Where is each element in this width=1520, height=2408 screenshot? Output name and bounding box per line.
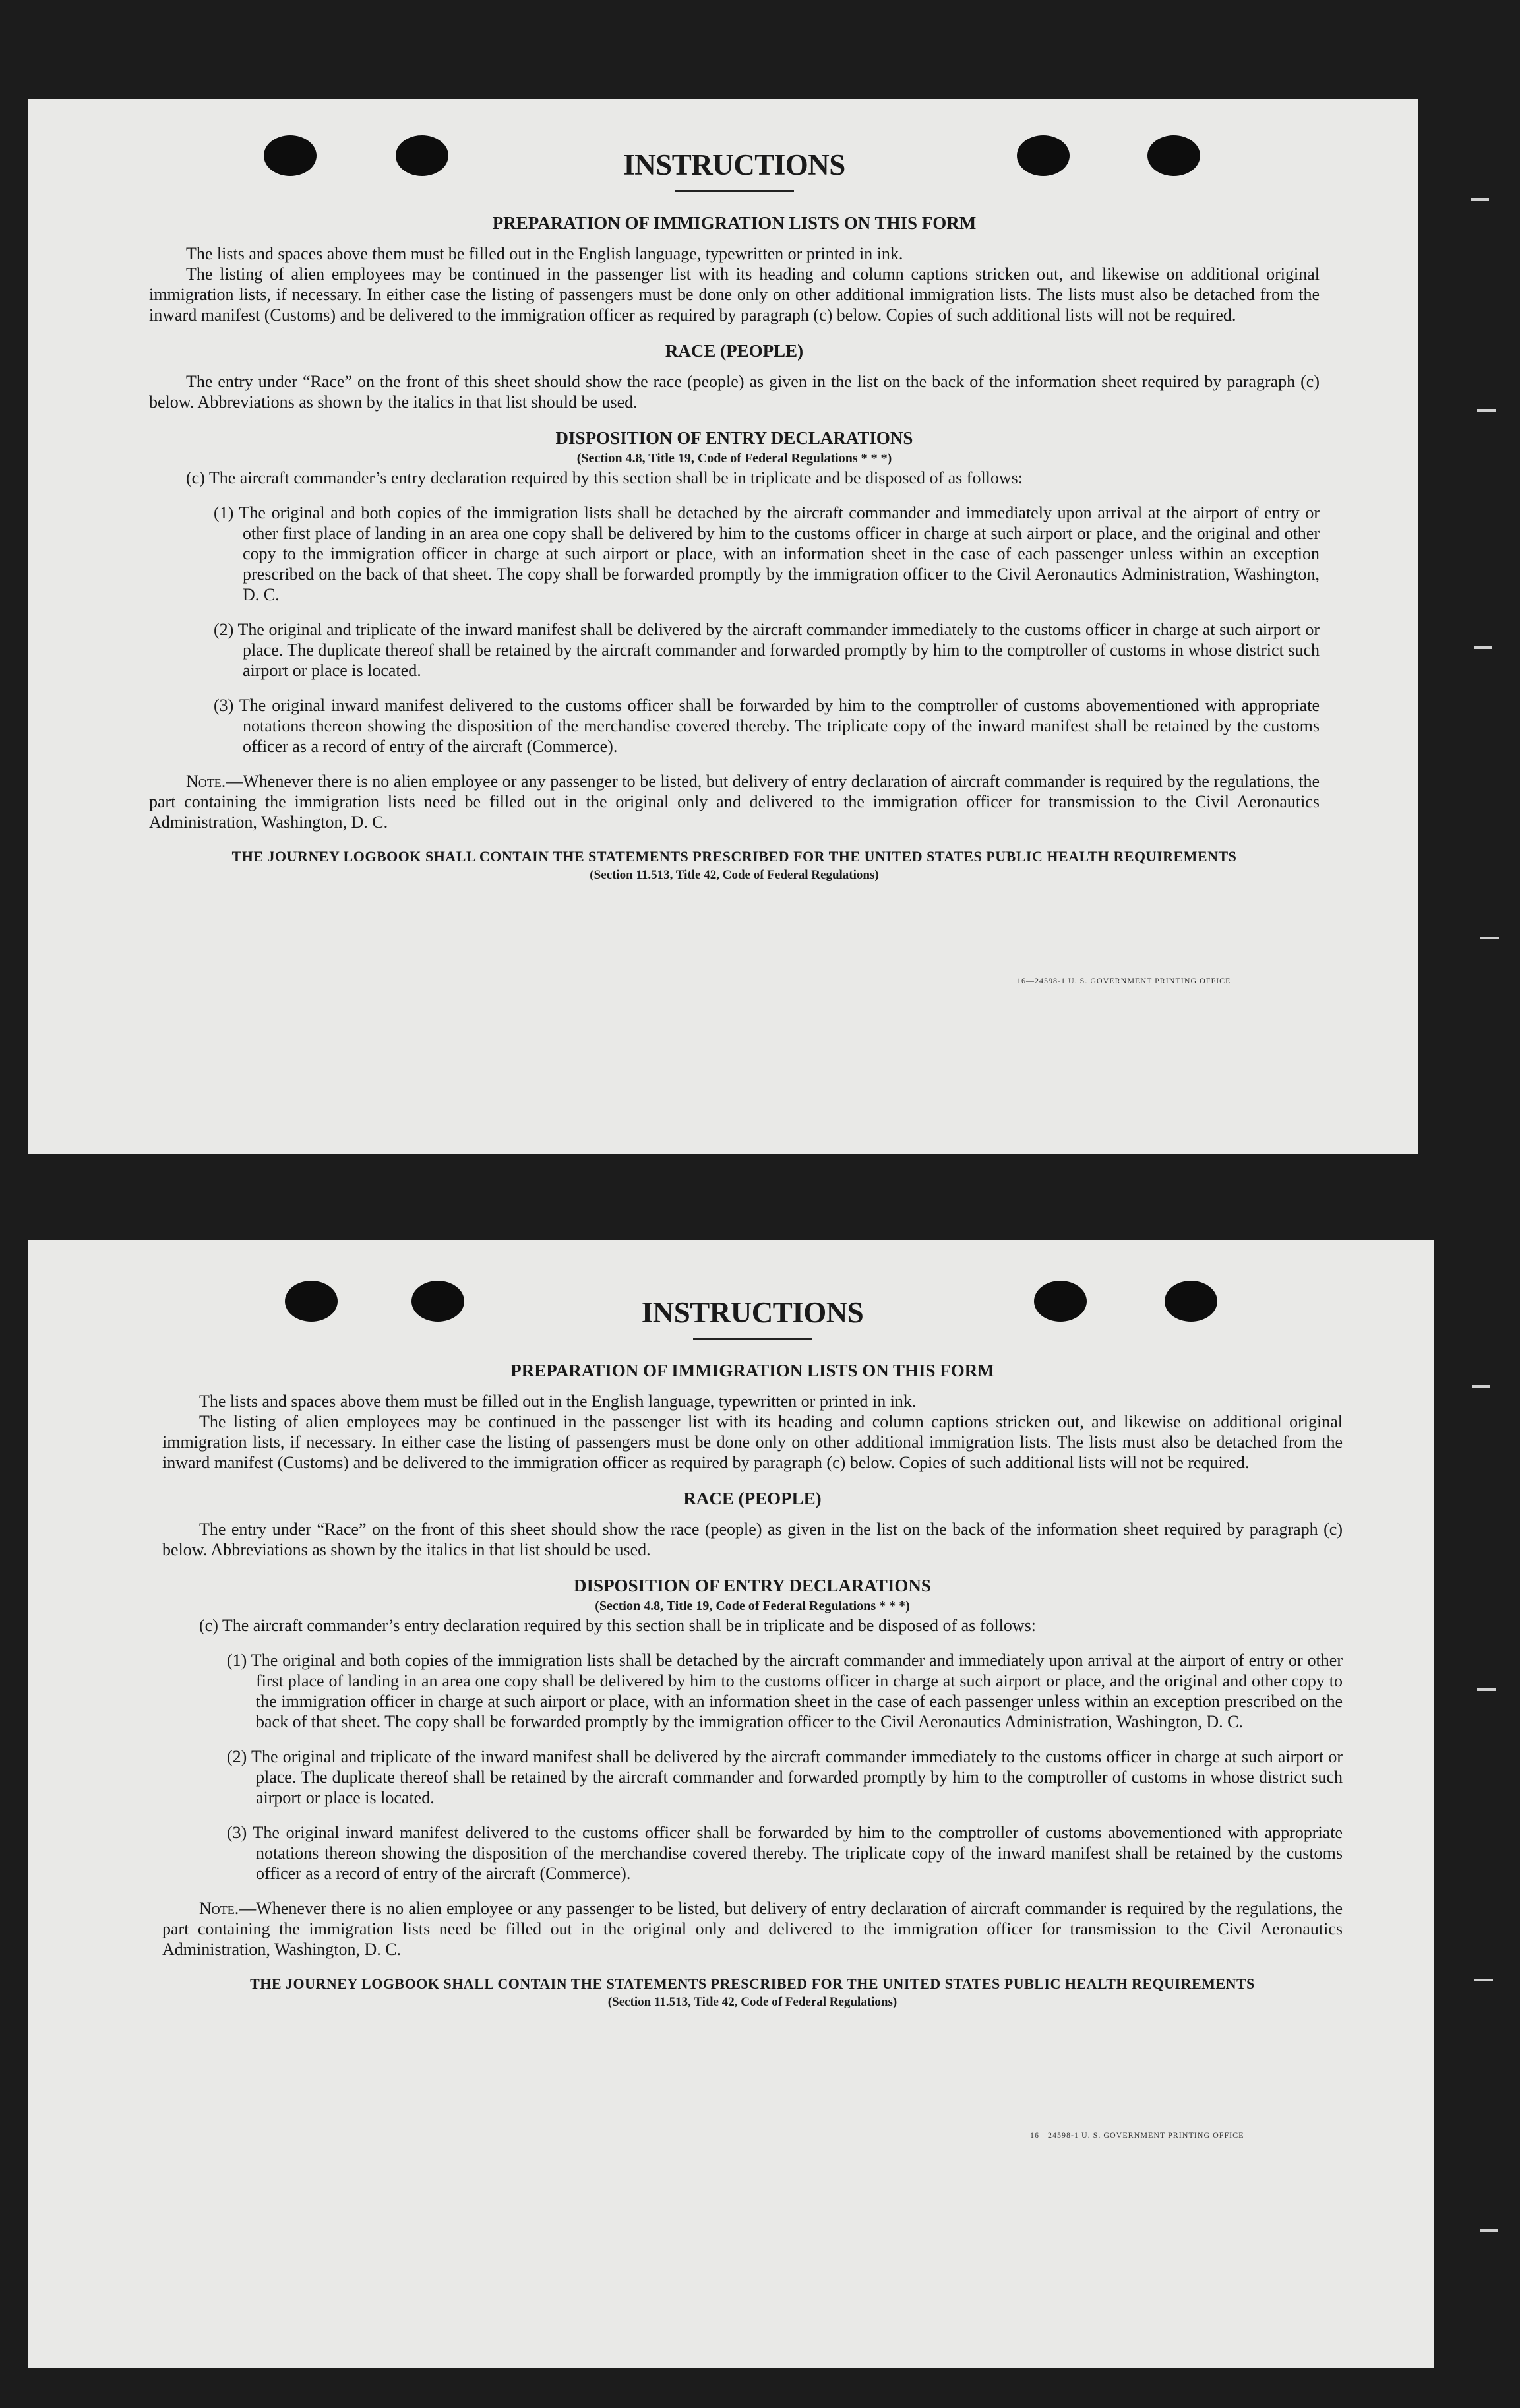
race-paragraph: The entry under “Race” on the front of this sheet should show the race (people) as given in the list on the back of the information sheet required by paragraph (c) below. Abbreviations as shown by the italics in that list should be used. [162, 1520, 1343, 1559]
note-lead: Note. [186, 772, 226, 791]
preparation-heading: PREPARATION OF IMMIGRATION LISTS ON THIS FORM [510, 1361, 994, 1380]
disposition-intro: (c) The aircraft commander’s entry declaration required by this section shall be in triplicate and be disposed of as follows: [186, 468, 1023, 487]
disposition-intro: (c) The aircraft commander’s entry declaration required by this section shall be in triplicate and be disposed of as follows: [199, 1616, 1037, 1635]
instructions-body [162, 1293, 1343, 2011]
logbook-statement: THE JOURNEY LOGBOOK SHALL CONTAIN THE STATEMENTS PRESCRIBED FOR THE UNITED STATES PUBLIC HEALTH REQUIREMENTS [250, 1975, 1255, 1992]
logbook-statement: THE JOURNEY LOGBOOK SHALL CONTAIN THE STATEMENTS PRESCRIBED FOR THE UNITED STATES PUBLIC HEALTH REQUIREMENTS [231, 848, 1237, 865]
instructions-title: INSTRUCTIONS [641, 1296, 864, 1329]
prep-paragraph-2: The listing of alien employees may be continued in the passenger list with its heading and column captions stricken out, and likewise on additional original immigration lists, if necessary. In either case the listing of passengers must be done only on other additional immigration lists. The lists must also be detached from the inward manifest (Customs) and be delivered to the immigration officer as required by paragraph (c) below. Copies of such additional lists will not be required. [162, 1412, 1343, 1472]
title-rule [693, 1338, 812, 1340]
logbook-citation: (Section 11.513, Title 42, Code of Federal Regulations) [590, 868, 879, 882]
prep-paragraph-1: The lists and spaces above them must be filled out in the English language, typewritten or printed in ink. [186, 244, 903, 263]
race-heading: RACE (PEOPLE) [683, 1489, 822, 1508]
disposition-heading: DISPOSITION OF ENTRY DECLARATIONS [555, 428, 913, 448]
note-lead: Note. [199, 1899, 239, 1918]
form-code: 16—24598-1 U. S. GOVERNMENT PRINTING OFFICE [1017, 976, 1231, 985]
instructions-title: INSTRUCTIONS [623, 148, 845, 181]
disposition-heading: DISPOSITION OF ENTRY DECLARATIONS [574, 1576, 931, 1595]
instruction-sheet-bottom [28, 1240, 1434, 2368]
title-rule [675, 190, 794, 192]
note-paragraph [149, 771, 1320, 832]
disposition-citation: (Section 4.8, Title 19, Code of Federal Regulations * * *) [595, 1599, 910, 1613]
preparation-heading: PREPARATION OF IMMIGRATION LISTS ON THIS FORM [492, 213, 977, 233]
note-paragraph [162, 1898, 1343, 1960]
prep-paragraph-2: The listing of alien employees may be continued in the passenger list with its heading and column captions stricken out, and likewise on additional original immigration lists, if necessary. In either case the listing of passengers must be done only on other additional immigration lists. The lists must also be detached from the inward manifest (Customs) and be delivered to the immigration officer as required by paragraph (c) below. Copies of such additional lists will not be required. [149, 264, 1320, 324]
race-paragraph: The entry under “Race” on the front of this sheet should show the race (people) as given in the list on the back of the information sheet required by paragraph (c) below. Abbreviations as shown by the italics in that list should be used. [149, 372, 1320, 412]
race-heading: RACE (PEOPLE) [665, 341, 804, 361]
disposition-citation: (Section 4.8, Title 19, Code of Federal Regulations * * *) [576, 451, 892, 466]
disposition-item-2: (2) The original and triplicate of the inward manifest shall be delivered by the aircraft commander immediately to the customs officer in charge at such airport or place. The duplicate thereof shall be retained by the aircraft commander and forwarded promptly by him to the comptroller of customs in whose district such airport or place is located. [214, 620, 1320, 680]
disposition-item-1: (1) The original and both copies of the immigration lists shall be detached by the aircraft commander and immediately upon arrival at the airport of entry or other first place of landing in an area one copy shall be delivered by him to the customs officer in charge at such airport or place, and the original and other copy to the immigration officer in charge at such airport or place, with an information sheet in the case of each passenger unless within an exception prescribed on the back of that sheet. The copy shall be forwarded promptly by the immigration officer to the Civil Aeronautics Administration, Washington, D. C. [227, 1651, 1343, 1731]
form-code: 16—24598-1 U. S. GOVERNMENT PRINTING OFFICE [1030, 2130, 1244, 2140]
note-text: —Whenever there is no alien employee or any passenger to be listed, but delivery of entry declaration of aircraft commander is required by the regulations, the part containing the immigration lists need be filled out in the original only and delivered to the immigration officer for transmission to the Civil Aeronautics Administration, Washington, D. C. [162, 1899, 1343, 1959]
prep-paragraph-1: The lists and spaces above them must be filled out in the English language, typewritten or printed in ink. [199, 1392, 917, 1411]
logbook-citation: (Section 11.513, Title 42, Code of Federal Regulations) [607, 1995, 897, 2009]
disposition-item-3: (3) The original inward manifest delivered to the customs officer shall be forwarded by him to the comptroller of customs abovementioned with appropriate notations thereon showing the disposition of the merchandise covered thereby. The triplicate copy of the inward manifest shall be retained by the customs officer as a record of entry of the aircraft (Commerce). [227, 1823, 1343, 1883]
instruction-sheet-top [28, 99, 1418, 1154]
disposition-item-2: (2) The original and triplicate of the inward manifest shall be delivered by the aircraft commander immediately to the customs officer in charge at such airport or place. The duplicate thereof shall be retained by the aircraft commander and forwarded promptly by him to the comptroller of customs in whose district such airport or place is located. [227, 1747, 1343, 1807]
note-text: —Whenever there is no alien employee or any passenger to be listed, but delivery of entry declaration of aircraft commander is required by the regulations, the part containing the immigration lists need be filled out in the original only and delivered to the immigration officer for transmission to the Civil Aeronautics Administration, Washington, D. C. [149, 772, 1320, 832]
disposition-item-1: (1) The original and both copies of the immigration lists shall be detached by the aircraft commander and immediately upon arrival at the airport of entry or other first place of landing in an area one copy shall be delivered by him to the customs officer in charge at such airport or place, and the original and other copy to the immigration officer in charge at such airport or place, with an information sheet in the case of each passenger unless within an exception prescribed on the back of that sheet. The copy shall be forwarded promptly by the immigration officer to the Civil Aeronautics Administration, Washington, D. C. [214, 503, 1320, 604]
instructions-body [149, 145, 1320, 884]
disposition-item-3: (3) The original inward manifest delivered to the customs officer shall be forwarded by him to the comptroller of customs abovementioned with appropriate notations thereon showing the disposition of the merchandise covered thereby. The triplicate copy of the inward manifest shall be retained by the customs officer as a record of entry of the aircraft (Commerce). [214, 696, 1320, 756]
